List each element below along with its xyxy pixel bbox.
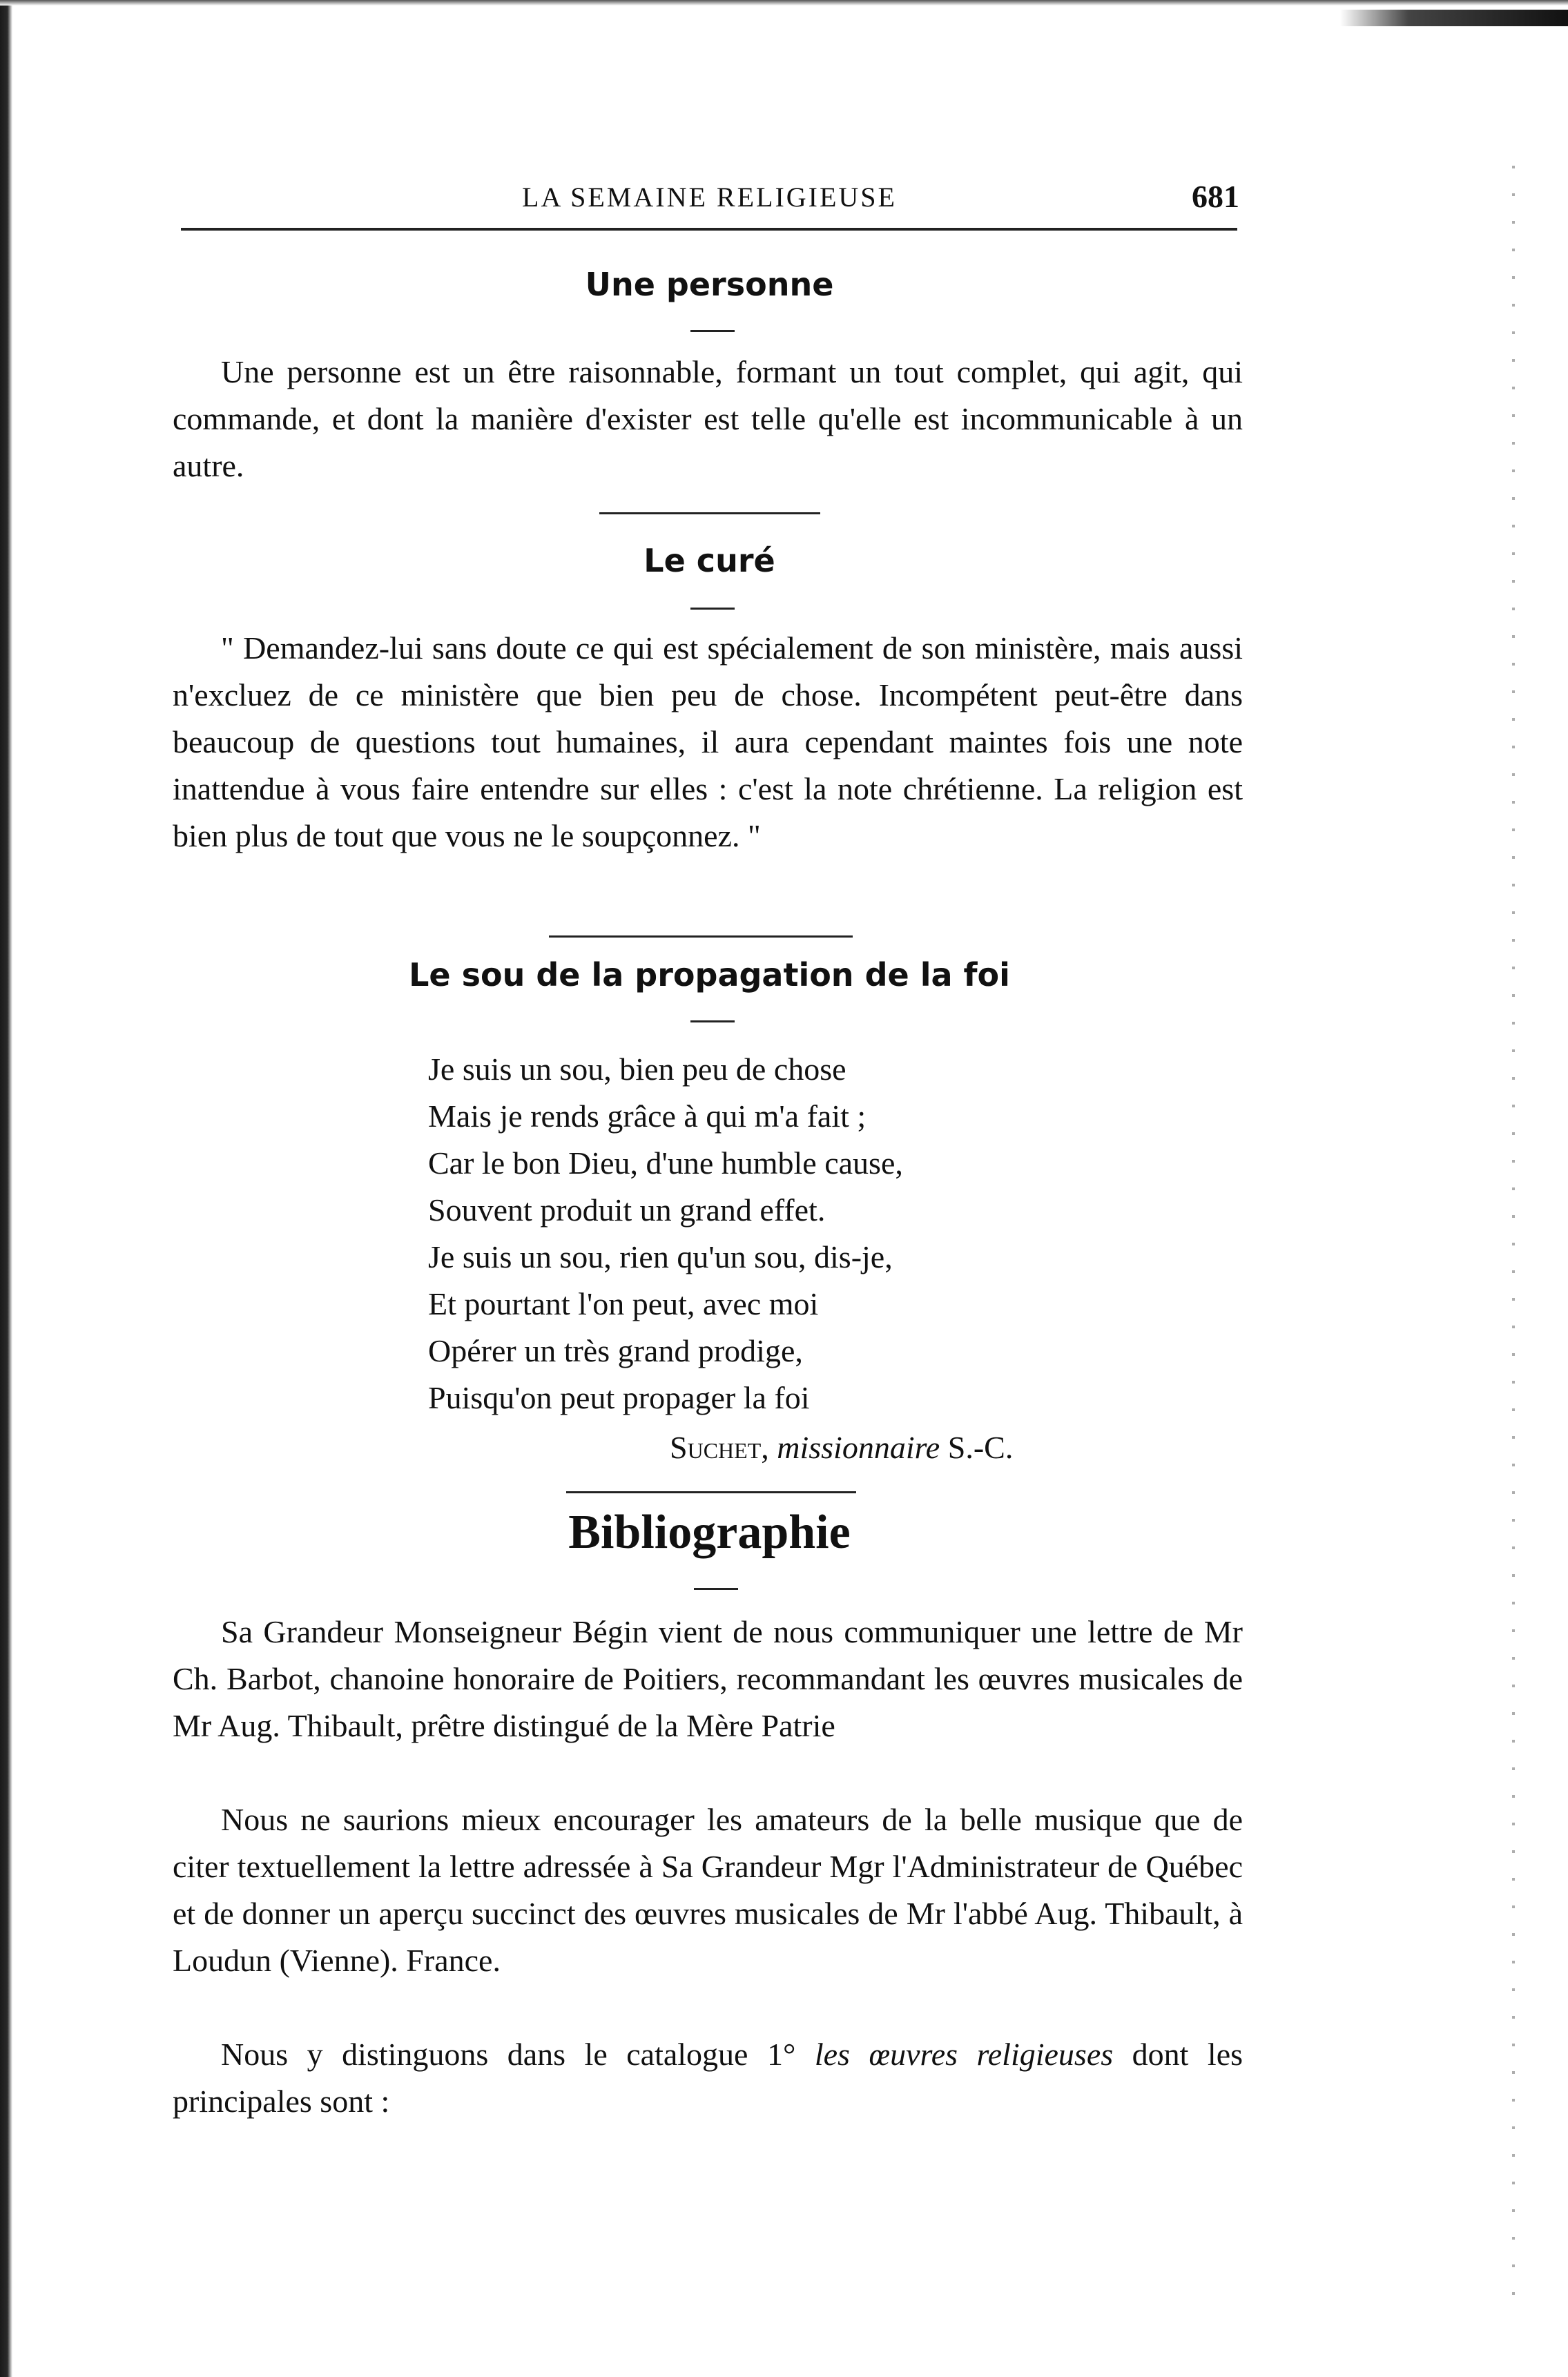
paragraph-biblio-3-start: Nous y distinguons dans le catalogue 1°	[221, 2037, 796, 2072]
heading-dash	[690, 1020, 735, 1022]
scan-left-edge	[0, 0, 12, 2377]
section-separator	[599, 512, 820, 514]
poem-line: Souvent produit un grand effet.	[428, 1192, 826, 1228]
paragraph-le-cure: " Demandez-lui sans doute ce qui est spécialement de son ministère, mais aussi n'excluez de ce ministère que bien peu de chose. Incompétent peut-être dans beaucoup de questions tout humaines, il aura cependant maintes fois une note inattendue à vous faire entendre sur elles : c'est la note chrétienne. La religion est bien plus de tout que vous ne le soupçonnez. "	[173, 630, 1243, 853]
poem-line: Je suis un sou, rien qu'un sou, dis-je,	[428, 1239, 893, 1274]
page-header	[180, 178, 1239, 220]
poem-line: Mais je rends grâce à qui m'a fait ;	[428, 1098, 867, 1134]
scan-top-right-mark	[1340, 10, 1568, 26]
heading-dash	[690, 608, 735, 610]
header-rule	[181, 228, 1237, 231]
paragraph-biblio-1: Sa Grandeur Monseigneur Bégin vient de nous communiquer une lettre de Mr Ch. Barbot, chanoine honoraire de Poitiers, recommandant les œuvres musicales de Mr Aug. Thibault, prêtre distingué de la Mère Patrie	[173, 1614, 1243, 1743]
paragraph-biblio-3-end: dont les principales sont :	[173, 2037, 1243, 2119]
poem-line: Et pourtant l'on peut, avec moi	[428, 1286, 819, 1321]
poem-line: Opérer un très grand prodige,	[428, 1333, 803, 1368]
poem-line: Car le bon Dieu, d'une humble cause,	[428, 1145, 903, 1181]
heading-dash	[694, 1588, 738, 1590]
poem-line: Puisqu'on peut propager la foi	[428, 1380, 810, 1415]
paragraph-biblio-2: Nous ne saurions mieux encourager les amateurs de la belle musique que de citer textuellement la lettre adressée à Sa Grandeur Mgr l'Administrateur de Québec et de donner un aperçu succinct des œuvres musicales de Mr l'abbé Aug. Thibault, à Loudun (Vienne). France.	[173, 1802, 1243, 1978]
paragraph-biblio-3-italic: les œuvres religieuses	[814, 2037, 1114, 2072]
section-separator	[549, 935, 853, 938]
poem-line: Je suis un sou, bien peu de chose	[428, 1051, 846, 1087]
signature-suffix: S.-C.	[947, 1430, 1014, 1465]
poem-signature	[670, 1424, 1222, 1471]
signature-role: missionnaire	[777, 1430, 940, 1465]
scan-dotted-margin	[1512, 166, 1515, 2306]
paragraph-biblio-3	[173, 2031, 1243, 2125]
heading-bibliographie: Bibliographie	[568, 1506, 851, 1559]
heading-le-cure: Le curé	[643, 542, 775, 579]
page-number: 681	[1192, 179, 1239, 214]
signature-name: Suchet,	[670, 1430, 769, 1465]
paragraph-une-personne: Une personne est un être raisonnable, formant un tout complet, qui agit, qui commande, et dont la manière d'exister est telle qu'elle est incommunicable à un autre.	[173, 354, 1243, 483]
heading-dash	[690, 330, 735, 332]
poem	[428, 1046, 1257, 1422]
running-title: LA SEMAINE RELIGIEUSE	[522, 182, 897, 213]
heading-le-sou: Le sou de la propagation de la foi	[409, 956, 1010, 993]
heading-une-personne: Une personne	[585, 266, 834, 303]
section-separator	[566, 1491, 856, 1493]
scan-top-edge	[0, 0, 1568, 6]
